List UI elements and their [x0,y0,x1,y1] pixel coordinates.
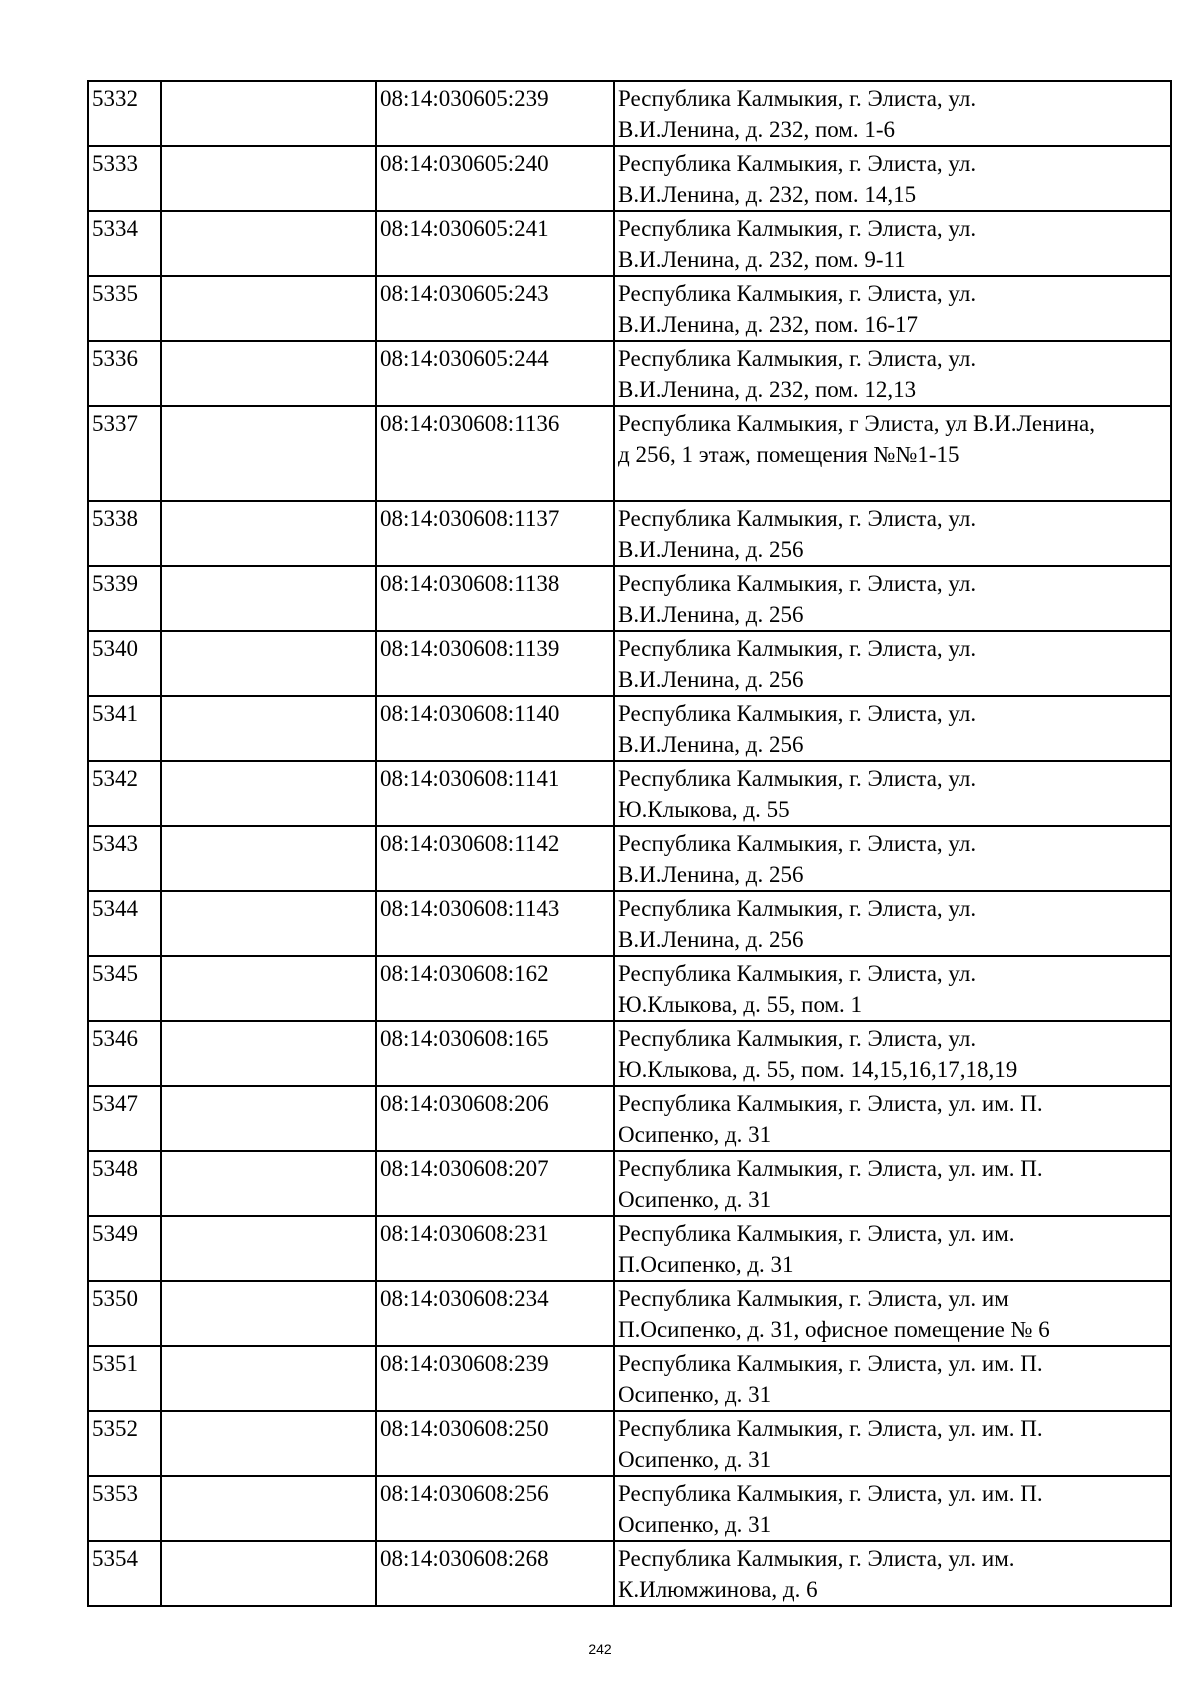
table-row [88,1281,1171,1346]
address-line: Республика Калмыкия, г. Элиста, ул. им. [618,1221,1015,1246]
name-cell [161,1346,376,1411]
table-row [88,211,1171,276]
address-line: Осипенко, д. 31 [618,1187,772,1212]
address-line: Республика Калмыкия, г. Элиста, ул. им. П. [618,1481,1043,1506]
row-number-cell: 5348 [88,1151,161,1216]
table-row [88,406,1171,501]
row-number-cell: 5340 [88,631,161,696]
address-line: В.И.Ленина, д. 232, пом. 9-11 [618,247,906,272]
address-line: Республика Калмыкия, г. Элиста, ул. [618,636,977,661]
address-line: Республика Калмыкия, г. Элиста, ул. им. П. [618,1156,1043,1181]
cadastral-number-cell: 08:14:030608:162 [376,956,614,1021]
row-number-cell: 5337 [88,406,161,501]
address-cell [614,1411,1171,1476]
table-row [88,1086,1171,1151]
name-cell [161,276,376,341]
row-number-cell: 5343 [88,826,161,891]
address-line: К.Илюмжинова, д. 6 [618,1577,818,1602]
cadastral-number-cell: 08:14:030605:244 [376,341,614,406]
address-line: П.Осипенко, д. 31, офисное помещение № 6 [618,1317,1050,1342]
address-line: Ю.Клыкова, д. 55, пом. 1 [618,992,863,1017]
address-line: В.И.Ленина, д. 232, пом. 1-6 [618,117,896,142]
row-number-cell: 5335 [88,276,161,341]
registry-table-body [88,81,1171,1606]
address-cell [614,761,1171,826]
property-registry-table [87,80,1172,1607]
cadastral-number-cell: 08:14:030608:268 [376,1541,614,1606]
row-number-cell: 5334 [88,211,161,276]
table-row [88,826,1171,891]
address-line: В.И.Ленина, д. 256 [618,862,804,887]
row-number-cell: 5350 [88,1281,161,1346]
table-row [88,566,1171,631]
table-row [88,696,1171,761]
address-cell [614,146,1171,211]
address-line: Республика Калмыкия, г. Элиста, ул. [618,216,977,241]
address-cell [614,1346,1171,1411]
address-cell [614,826,1171,891]
address-line: Осипенко, д. 31 [618,1122,772,1147]
page-number: 242 [588,1641,612,1657]
name-cell [161,1216,376,1281]
address-line: Республика Калмыкия, г. Элиста, ул. [618,346,977,371]
table-row [88,276,1171,341]
cadastral-number-cell: 08:14:030608:256 [376,1476,614,1541]
address-cell [614,1086,1171,1151]
address-line: Республика Калмыкия, г. Элиста, ул. им. П. [618,1091,1043,1116]
address-line: Ю.Клыкова, д. 55, пом. 14,15,16,17,18,19 [618,1057,1018,1082]
name-cell [161,566,376,631]
address-line: Республика Калмыкия, г. Элиста, ул. им [618,1286,1009,1311]
cadastral-number-cell: 08:14:030608:1137 [376,501,614,566]
address-line: Республика Калмыкия, г. Элиста, ул. [618,961,977,986]
name-cell [161,956,376,1021]
table-row [88,956,1171,1021]
address-line: Республика Калмыкия, г. Элиста, ул. [618,281,977,306]
cadastral-number-cell: 08:14:030605:239 [376,81,614,146]
address-line: В.И.Ленина, д. 256 [618,667,804,692]
address-cell [614,341,1171,406]
cadastral-number-cell: 08:14:030605:240 [376,146,614,211]
address-line: Республика Калмыкия, г. Элиста, ул. [618,506,977,531]
cadastral-number-cell: 08:14:030608:1136 [376,406,614,501]
address-line: Республика Калмыкия, г. Элиста, ул. им. П. [618,1351,1043,1376]
cadastral-number-cell: 08:14:030608:234 [376,1281,614,1346]
address-cell [614,891,1171,956]
address-line: Республика Калмыкия, г. Элиста, ул. им. П. [618,1416,1043,1441]
row-number-cell: 5332 [88,81,161,146]
address-line: Республика Калмыкия, г. Элиста, ул. [618,766,977,791]
row-number-cell: 5339 [88,566,161,631]
row-number-cell: 5349 [88,1216,161,1281]
name-cell [161,1086,376,1151]
row-number-cell: 5347 [88,1086,161,1151]
address-line: Республика Калмыкия, г. Элиста, ул. [618,1026,977,1051]
address-line: Осипенко, д. 31 [618,1382,772,1407]
table-row [88,146,1171,211]
table-row [88,501,1171,566]
cadastral-number-cell: 08:14:030608:165 [376,1021,614,1086]
table-row [88,1476,1171,1541]
address-line: Осипенко, д. 31 [618,1512,772,1537]
name-cell [161,1541,376,1606]
address-line: В.И.Ленина, д. 256 [618,732,804,757]
address-line: Республика Калмыкия, г. Элиста, ул. [618,571,977,596]
address-cell [614,566,1171,631]
row-number-cell: 5344 [88,891,161,956]
cadastral-number-cell: 08:14:030608:1140 [376,696,614,761]
name-cell [161,631,376,696]
address-cell [614,81,1171,146]
name-cell [161,891,376,956]
name-cell [161,81,376,146]
address-cell [614,406,1171,501]
name-cell [161,146,376,211]
row-number-cell: 5345 [88,956,161,1021]
cadastral-number-cell: 08:14:030605:243 [376,276,614,341]
address-line: Республика Калмыкия, г Элиста, ул В.И.Ленина, [618,411,1095,436]
name-cell [161,1021,376,1086]
table-row [88,761,1171,826]
address-line: Республика Калмыкия, г. Элиста, ул. [618,151,977,176]
table-row [88,631,1171,696]
name-cell [161,1151,376,1216]
row-number-cell: 5346 [88,1021,161,1086]
address-line: Республика Калмыкия, г. Элиста, ул. [618,831,977,856]
row-number-cell: 5336 [88,341,161,406]
row-number-cell: 5353 [88,1476,161,1541]
cadastral-number-cell: 08:14:030608:207 [376,1151,614,1216]
address-line: Республика Калмыкия, г. Элиста, ул. [618,701,977,726]
table-row [88,1411,1171,1476]
name-cell [161,406,376,501]
row-number-cell: 5333 [88,146,161,211]
row-number-cell: 5342 [88,761,161,826]
address-cell [614,1281,1171,1346]
cadastral-number-cell: 08:14:030608:1141 [376,761,614,826]
name-cell [161,761,376,826]
address-cell [614,1476,1171,1541]
cadastral-number-cell: 08:14:030608:239 [376,1346,614,1411]
table-row [88,1021,1171,1086]
name-cell [161,211,376,276]
address-cell [614,1151,1171,1216]
address-cell [614,956,1171,1021]
address-line: В.И.Ленина, д. 256 [618,602,804,627]
name-cell [161,1281,376,1346]
table-row [88,341,1171,406]
name-cell [161,501,376,566]
address-line: П.Осипенко, д. 31 [618,1252,794,1277]
address-line: Осипенко, д. 31 [618,1447,772,1472]
cadastral-number-cell: 08:14:030608:1143 [376,891,614,956]
cadastral-number-cell: 08:14:030608:231 [376,1216,614,1281]
address-line: В.И.Ленина, д. 256 [618,537,804,562]
cadastral-number-cell: 08:14:030608:250 [376,1411,614,1476]
address-line: В.И.Ленина, д. 232, пом. 16-17 [618,312,919,337]
address-cell [614,631,1171,696]
address-cell [614,276,1171,341]
address-line: В.И.Ленина, д. 232, пом. 12,13 [618,377,917,402]
table-row [88,1216,1171,1281]
address-line: Ю.Клыкова, д. 55 [618,797,790,822]
address-cell [614,696,1171,761]
name-cell [161,341,376,406]
row-number-cell: 5338 [88,501,161,566]
cadastral-number-cell: 08:14:030608:1138 [376,566,614,631]
address-line: д 256, 1 этаж, помещения №№1-15 [618,442,960,467]
name-cell [161,1476,376,1541]
table-row [88,1346,1171,1411]
table-row [88,891,1171,956]
row-number-cell: 5341 [88,696,161,761]
address-cell [614,501,1171,566]
name-cell [161,1411,376,1476]
table-row [88,1151,1171,1216]
cadastral-number-cell: 08:14:030608:206 [376,1086,614,1151]
address-line: В.И.Ленина, д. 232, пом. 14,15 [618,182,917,207]
address-cell [614,211,1171,276]
cadastral-number-cell: 08:14:030608:1139 [376,631,614,696]
address-cell [614,1216,1171,1281]
cadastral-number-cell: 08:14:030608:1142 [376,826,614,891]
table-row [88,81,1171,146]
address-cell [614,1021,1171,1086]
row-number-cell: 5351 [88,1346,161,1411]
address-line: В.И.Ленина, д. 256 [618,927,804,952]
row-number-cell: 5352 [88,1411,161,1476]
name-cell [161,826,376,891]
row-number-cell: 5354 [88,1541,161,1606]
address-line: Республика Калмыкия, г. Элиста, ул. [618,896,977,921]
address-cell [614,1541,1171,1606]
cadastral-number-cell: 08:14:030605:241 [376,211,614,276]
table-row [88,1541,1171,1606]
address-line: Республика Калмыкия, г. Элиста, ул. [618,86,977,111]
address-line: Республика Калмыкия, г. Элиста, ул. им. [618,1546,1015,1571]
name-cell [161,696,376,761]
